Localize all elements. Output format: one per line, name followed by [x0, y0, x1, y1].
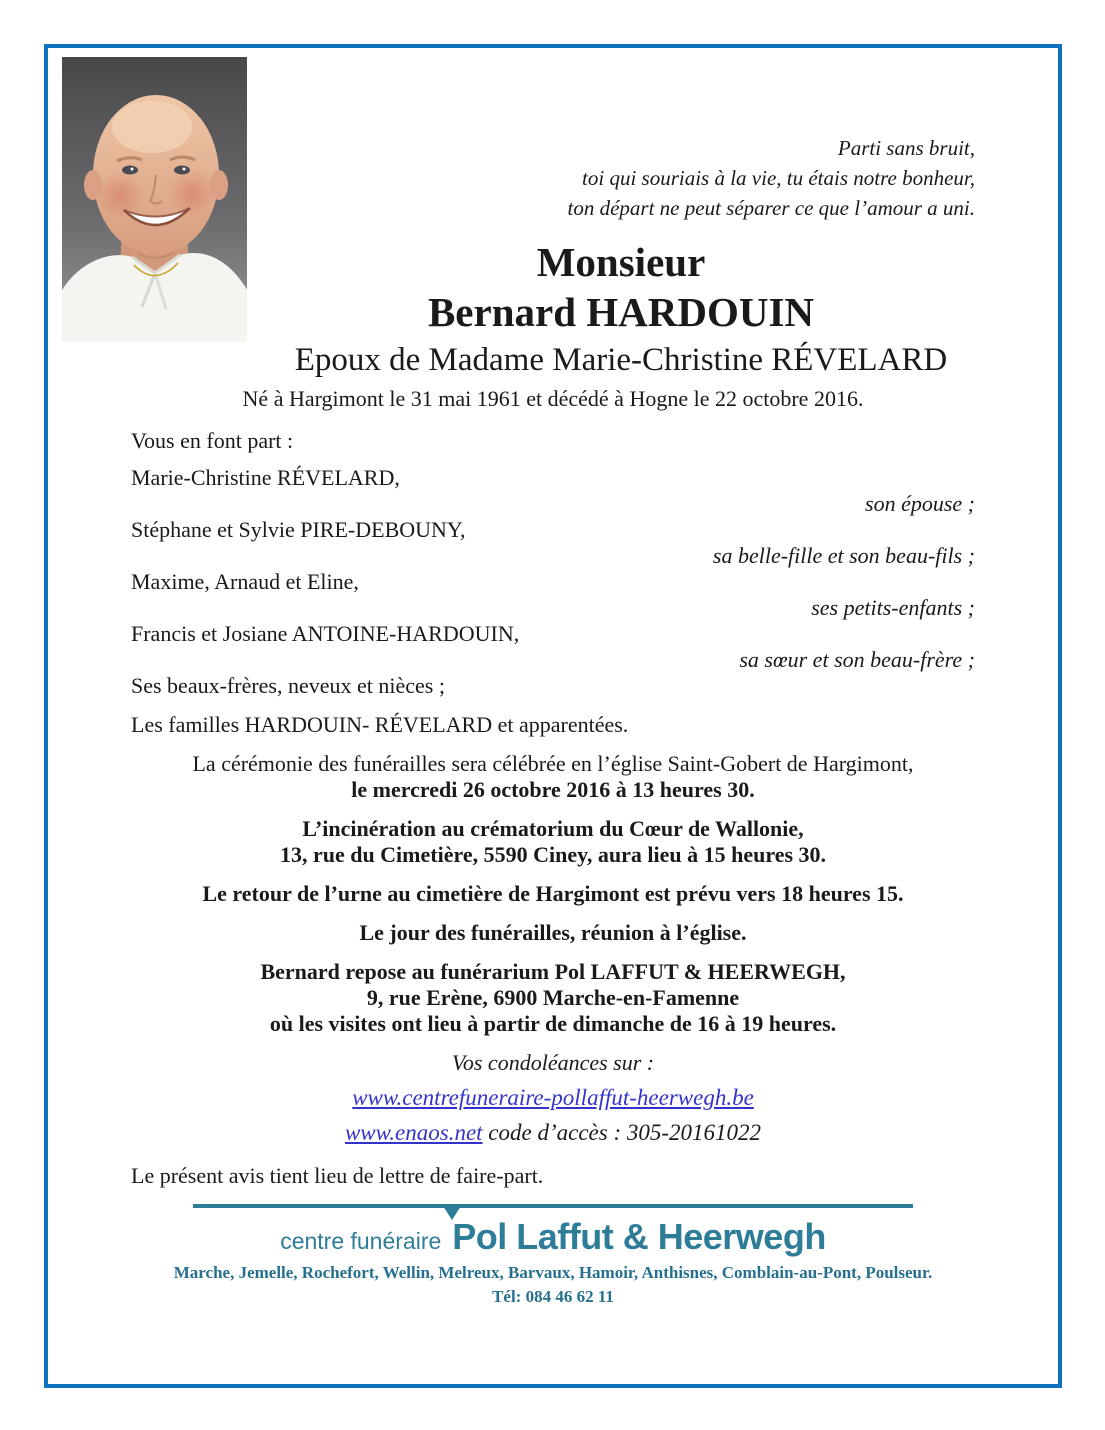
funeral-home-website-link[interactable]: www.centrefuneraire-pollaffut-heerwegh.be — [352, 1085, 754, 1110]
condolences-link-line-2 — [131, 1120, 975, 1146]
footer-section — [48, 1204, 1058, 1308]
urn-line: Le retour de l’urne au cimetière de Hargimont est prévu vers 18 heures 15. — [202, 881, 904, 906]
condolences-label: Vos condoléances sur : — [451, 1050, 655, 1075]
funerarium-line3: où les visites ont lieu à partir de dimanche de 16 à 19 heures. — [269, 1011, 837, 1036]
ceremony-church-date: le mercredi 26 octobre 2016 à 13 heures 30. — [351, 777, 755, 802]
title-block — [247, 237, 995, 383]
enaos-website-link[interactable]: www.enaos.net — [344, 1120, 483, 1145]
family-member: Marie-Christine RÉVELARD, — [131, 465, 400, 490]
ceremony-church-paragraph — [131, 751, 975, 803]
header-section — [48, 57, 1058, 383]
cremation-line2: 13, rue du Cimetière, 5590 Ciney, aura lieu à 15 heures 30. — [279, 842, 827, 867]
footer-divider — [193, 1204, 913, 1208]
urn-paragraph — [131, 881, 975, 907]
cremation-line1: L’incinération au crématorium du Cœur de Wallonie, — [302, 816, 804, 841]
footer-locations: Marche, Jemelle, Rochefort, Wellin, Melreux, Barvaux, Hamoir, Anthisnes, Comblain-au-Pont, Poulseur. — [173, 1263, 933, 1282]
epitaph-quote — [247, 133, 995, 223]
closing-line: Le présent avis tient lieu de lettre de faire-part. — [131, 1163, 544, 1188]
deceased-name: Bernard HARDOUIN — [427, 289, 815, 335]
family-member: Les familles HARDOUIN- RÉVELARD et apparentées. — [131, 712, 629, 737]
family-member: Francis et Josiane ANTOINE-HARDOUIN, — [131, 621, 520, 646]
brand-name: Pol Laffut & Heerwegh — [452, 1216, 826, 1257]
funeral-home-logo — [48, 1217, 1058, 1257]
meeting-line: Le jour des funérailles, réunion à l’église. — [359, 920, 747, 945]
funerarium-line2: 9, rue Erène, 6900 Marche-en-Famenne — [366, 985, 740, 1010]
logo-triangle-icon — [443, 1206, 461, 1220]
portrait-photo — [62, 57, 247, 342]
portrait-photo-illustration — [62, 57, 247, 342]
funerarium-paragraph — [131, 959, 975, 1037]
epitaph-line: toi qui souriais à la vie, tu étais notre bonheur, — [582, 166, 975, 190]
life-dates-line: Né à Hargimont le 31 mai 1961 et décédé à Hogne le 22 octobre 2016. — [242, 386, 864, 411]
announcement-page — [44, 44, 1062, 1388]
cremation-paragraph — [131, 816, 975, 868]
brand-prefix: centre funéraire — [280, 1228, 442, 1254]
access-code-text: code d’accès : 305-20161022 — [482, 1120, 762, 1145]
header-right-column — [247, 57, 995, 383]
intro-line: Vous en font part : — [131, 428, 294, 453]
family-relation: sa sœur et son beau-frère ; — [739, 647, 975, 672]
family-member: Maxime, Arnaud et Eline, — [131, 569, 359, 594]
ceremony-church-line: La cérémonie des funérailles sera célébrée en l’église Saint-Gobert de Hargimont, — [192, 751, 914, 776]
footer-phone: Tél: 084 46 62 11 — [492, 1287, 614, 1306]
main-content — [131, 386, 975, 1189]
family-relation: son épouse ; — [865, 491, 975, 516]
spouse-line: Epoux de Madame Marie-Christine RÉVELARD — [294, 342, 948, 378]
family-relation: ses petits-enfants ; — [811, 595, 975, 620]
funerarium-line1: Bernard repose au funérarium Pol LAFFUT & HEERWEGH, — [260, 959, 846, 984]
family-member: Stéphane et Sylvie PIRE-DEBOUNY, — [131, 517, 466, 542]
condolences-link-line-1 — [131, 1085, 975, 1111]
epitaph-line: Parti sans bruit, — [837, 136, 975, 160]
meeting-paragraph — [131, 920, 975, 946]
epitaph-line: ton départ ne peut séparer ce que l’amour a uni. — [567, 196, 975, 220]
title-monsieur: Monsieur — [536, 239, 706, 285]
family-member: Ses beaux-frères, neveux et nièces ; — [131, 673, 445, 698]
family-relation: sa belle-fille et son beau-fils ; — [712, 543, 975, 568]
